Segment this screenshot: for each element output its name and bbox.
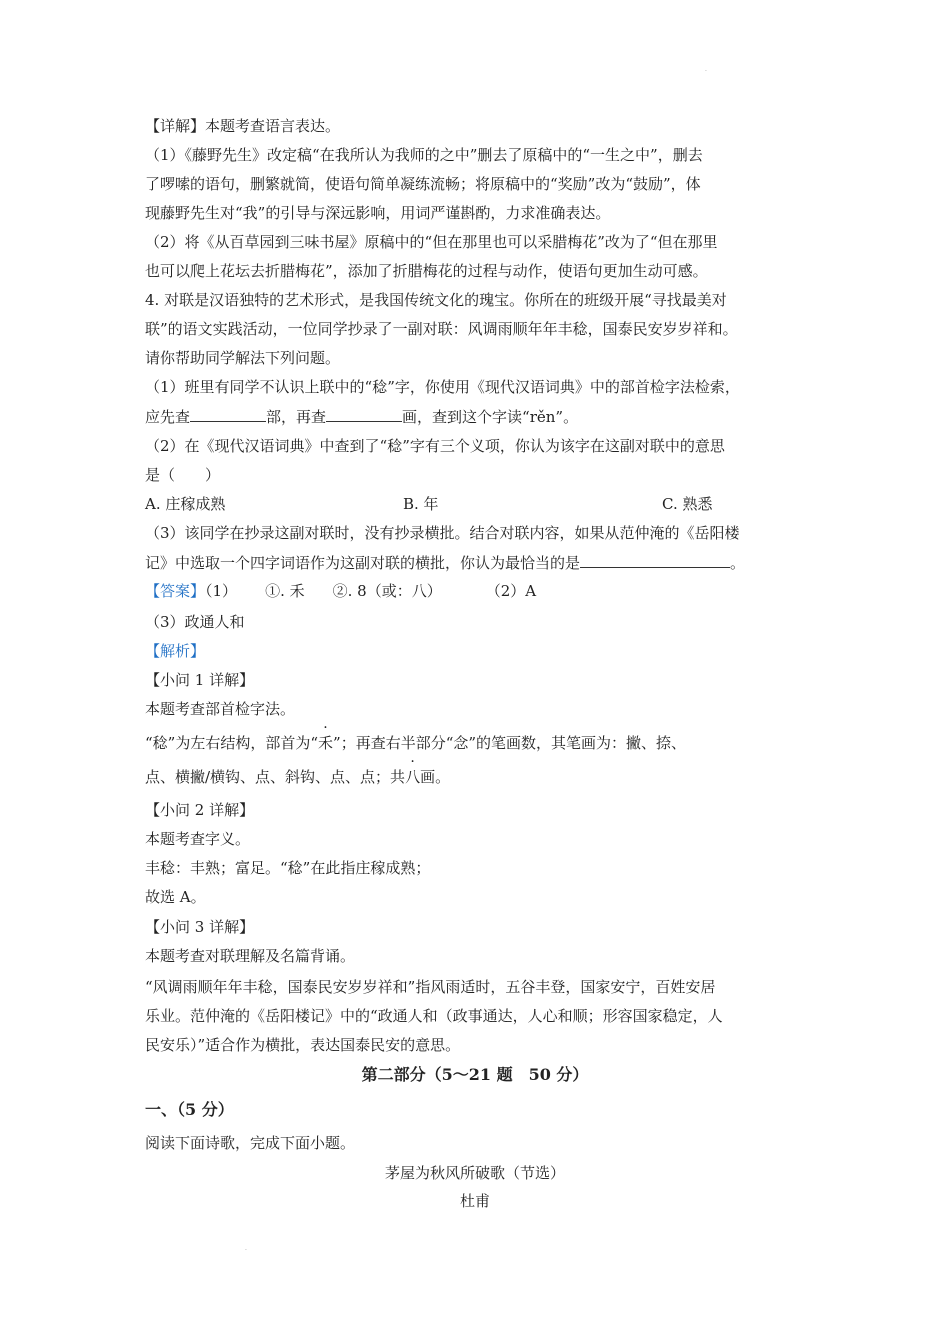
- question-4-stem: 4. 对联是汉语独特的艺术形式，是我国传统文化的瑰宝。你所在的班级开展“寻找最美对: [145, 291, 727, 309]
- options-row: [145, 494, 815, 514]
- answer-3: （3）政通人和: [145, 613, 245, 631]
- sub-answer-2-heading: 【小问 2 详解】: [145, 801, 255, 819]
- text-line: （1）《藤野先生》改定稿“在我所认为我师的之中”删去了原稿中的“一生之中”，删去: [145, 146, 703, 164]
- answer-label: 【答案】: [145, 582, 206, 600]
- part-2-heading: 第二部分（5～21 题 50 分）: [361, 1065, 589, 1084]
- text-line: 乐业。范仲淹的《岳阳楼记》中的“政通人和（政事通达，人心和顺；形容国家稳定，人: [145, 1007, 723, 1025]
- text-line: 联”的语文实践活动，一位同学抄录了一副对联：风调雨顺年年丰稔，国泰民安岁岁祥和。: [145, 320, 738, 338]
- text-line: “风调雨顺年年丰稔，国泰民安岁岁祥和”指风雨适时，五谷丰登，国家安宁，百姓安居: [145, 978, 716, 996]
- answer-blank-radical: [190, 406, 266, 422]
- answer-1b: ②. 8（或：八）: [332, 582, 442, 600]
- option-b: B. 年: [403, 495, 439, 513]
- text-line: 本题考查部首检字法。: [145, 700, 296, 718]
- option-a: A. 庄稼成熟: [145, 495, 226, 513]
- section-1-heading: 一、（5 分）: [145, 1100, 234, 1119]
- text-line: 本题考查对联理解及名篇背诵。: [145, 947, 356, 965]
- sub-question-2: （2）在《现代汉语词典》中查到了“稔”字有三个义项，你认为该字在这副对联中的意思: [145, 437, 725, 455]
- text-line: 本题考查字义。: [145, 830, 251, 848]
- reading-instruction: 阅读下面诗歌，完成下面小题。: [145, 1134, 356, 1152]
- answer-blank-banner: [580, 552, 730, 568]
- option-c: C. 熟悉: [662, 495, 713, 513]
- fill-blank-line: [145, 406, 815, 427]
- text-line: 点、横撇/横钩、点、斜钩、点、点；共八画。: [145, 768, 451, 786]
- blank-suffix: 。: [730, 554, 746, 572]
- text-line: 现藤野先生对“我”的引导与深远影响，用词严谨斟酌，力求准确表达。: [145, 204, 611, 222]
- text-line: “稔”为左右结构，部首为“禾”；再查右半部分“念”的笔画数，其笔画为：撇、捺、: [145, 734, 687, 752]
- blank-prefix: 记》中选取一个四字词语作为这副对联的横批，你认为最恰当的是: [145, 554, 581, 572]
- scan-speck: .: [245, 1245, 247, 1252]
- answer-blank-strokes: [326, 406, 402, 422]
- sub-question-3: （3）该同学在抄录这副对联时，没有抄录横批。结合对联内容，如果从范仲淹的《岳阳楼: [145, 524, 740, 542]
- text-line: 故选 A。: [145, 888, 206, 906]
- answer-line: [145, 581, 815, 601]
- sub-answer-1-heading: 【小问 1 详解】: [145, 671, 255, 689]
- explain-heading: 【详解】本题考查语言表达。: [145, 117, 341, 135]
- text-line: 是（ ）: [145, 466, 221, 484]
- text-line: 也可以爬上花坛去折腊梅花”，添加了折腊梅花的过程与动作，使语句更加生动可感。: [145, 262, 708, 280]
- blank-mid: 部，再查: [266, 408, 327, 426]
- text-line: （2）将《从百草园到三味书屋》原稿中的“但在那里也可以采腊梅花”改为了“但在那里: [145, 233, 718, 251]
- scan-speck: .: [705, 66, 707, 73]
- sub-answer-3-heading: 【小问 3 详解】: [145, 918, 255, 936]
- poem-title: 茅屋为秋风所破歌（节选）: [384, 1164, 565, 1182]
- analysis-label: 【解析】: [145, 642, 206, 660]
- answer-2: （2）A: [485, 582, 537, 600]
- text-line: 民安乐）”适合作为横批，表达国泰民安的意思。: [145, 1036, 461, 1054]
- fill-blank-line: [145, 552, 815, 573]
- emphasis-char: 禾: [318, 734, 334, 752]
- text-line: 了啰嗦的语句，删繁就简，使语句简单凝练流畅；将原稿中的“奖励”改为“鼓励”，体: [145, 175, 701, 193]
- emphasis-char: 八: [405, 768, 421, 786]
- answer-1a: ①. 禾: [265, 582, 305, 600]
- poem-author: 杜甫: [459, 1192, 490, 1210]
- answer-1: （1）: [205, 582, 238, 600]
- sub-question-1: （1）班里有同学不认识上联中的“稔”字，你使用《现代汉语词典》中的部首检字法检索，: [145, 378, 740, 396]
- blank-suffix: 画，查到这个字读“rěn”。: [402, 408, 579, 426]
- text-line: 请你帮助同学解法下列问题。: [145, 349, 341, 367]
- blank-prefix: 应先查: [145, 408, 191, 426]
- text-line: 丰稔：丰熟；富足。“稔”在此指庄稼成熟；: [145, 859, 431, 877]
